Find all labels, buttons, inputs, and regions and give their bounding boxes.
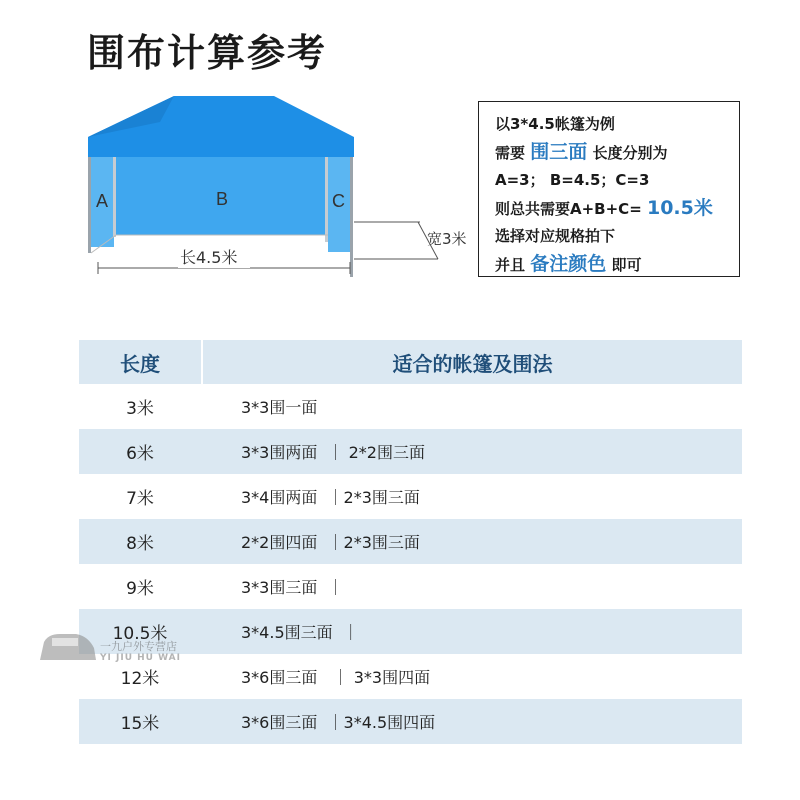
info-highlight-sides: 围三面 <box>530 141 588 163</box>
label-a: A <box>96 191 109 211</box>
info-box <box>478 101 740 277</box>
info-line-5: 选择对应规格拍下 <box>495 227 616 245</box>
table-row <box>79 699 742 744</box>
size-table <box>79 340 742 744</box>
info-line-1: 以3*4.5帐篷为例 <box>495 115 615 133</box>
row-length: 3米 <box>126 399 154 419</box>
row-length: 6米 <box>126 444 154 464</box>
width-label: 宽3米 <box>427 230 467 248</box>
row-length: 10.5米 <box>112 624 168 644</box>
watermark <box>38 628 208 664</box>
tent-diagram <box>82 92 482 292</box>
table-header <box>79 340 742 384</box>
info-line-6: 并且 备注颜色 即可 <box>495 253 642 275</box>
row-desc: 3*4围两面 ｜2*3围三面 <box>241 488 420 507</box>
row-desc: 3*3围三面 ｜ <box>241 578 344 597</box>
info-highlight-color: 备注颜色 <box>530 253 607 275</box>
car-logo-icon <box>38 628 98 664</box>
page-title: 围布计算参考 <box>87 31 328 75</box>
table-row <box>79 384 742 429</box>
row-length: 7米 <box>126 489 154 509</box>
row-length: 9米 <box>126 579 154 599</box>
label-b: B <box>216 189 229 209</box>
row-length: 15米 <box>120 714 160 734</box>
header-fit: 适合的帐篷及围法 <box>392 351 553 376</box>
row-desc: 3*4.5围三面 ｜ <box>241 623 359 642</box>
info-line-4: 则总共需要A+B+C= 10.5米 <box>495 197 713 219</box>
info-line-3: A=3； B=4.5；C=3 <box>495 171 650 189</box>
header-length: 长度 <box>120 351 160 376</box>
watermark-en: YI JIU HU WAI <box>100 653 181 663</box>
watermark-cn: 一九户外专营店 <box>100 640 177 653</box>
row-desc: 3*6围三面 ｜ 3*3围四面 <box>241 668 431 687</box>
row-length: 8米 <box>126 534 154 554</box>
table-row <box>79 429 742 474</box>
info-highlight-total: 10.5米 <box>646 197 713 219</box>
row-desc: 2*2围四面 ｜2*3围三面 <box>241 533 420 552</box>
table-row <box>79 474 742 519</box>
table-row <box>79 519 742 564</box>
row-desc: 3*6围三面 ｜3*4.5围四面 <box>241 713 436 732</box>
row-length: 12米 <box>120 669 160 689</box>
length-label: 长4.5米 <box>180 248 238 267</box>
row-desc: 3*3围两面 ｜ 2*2围三面 <box>241 443 425 462</box>
table-row <box>79 564 742 609</box>
info-line-2: 需要 围三面 长度分别为 <box>495 141 668 163</box>
row-desc: 3*3围一面 <box>241 398 318 417</box>
label-c: C <box>332 191 345 211</box>
